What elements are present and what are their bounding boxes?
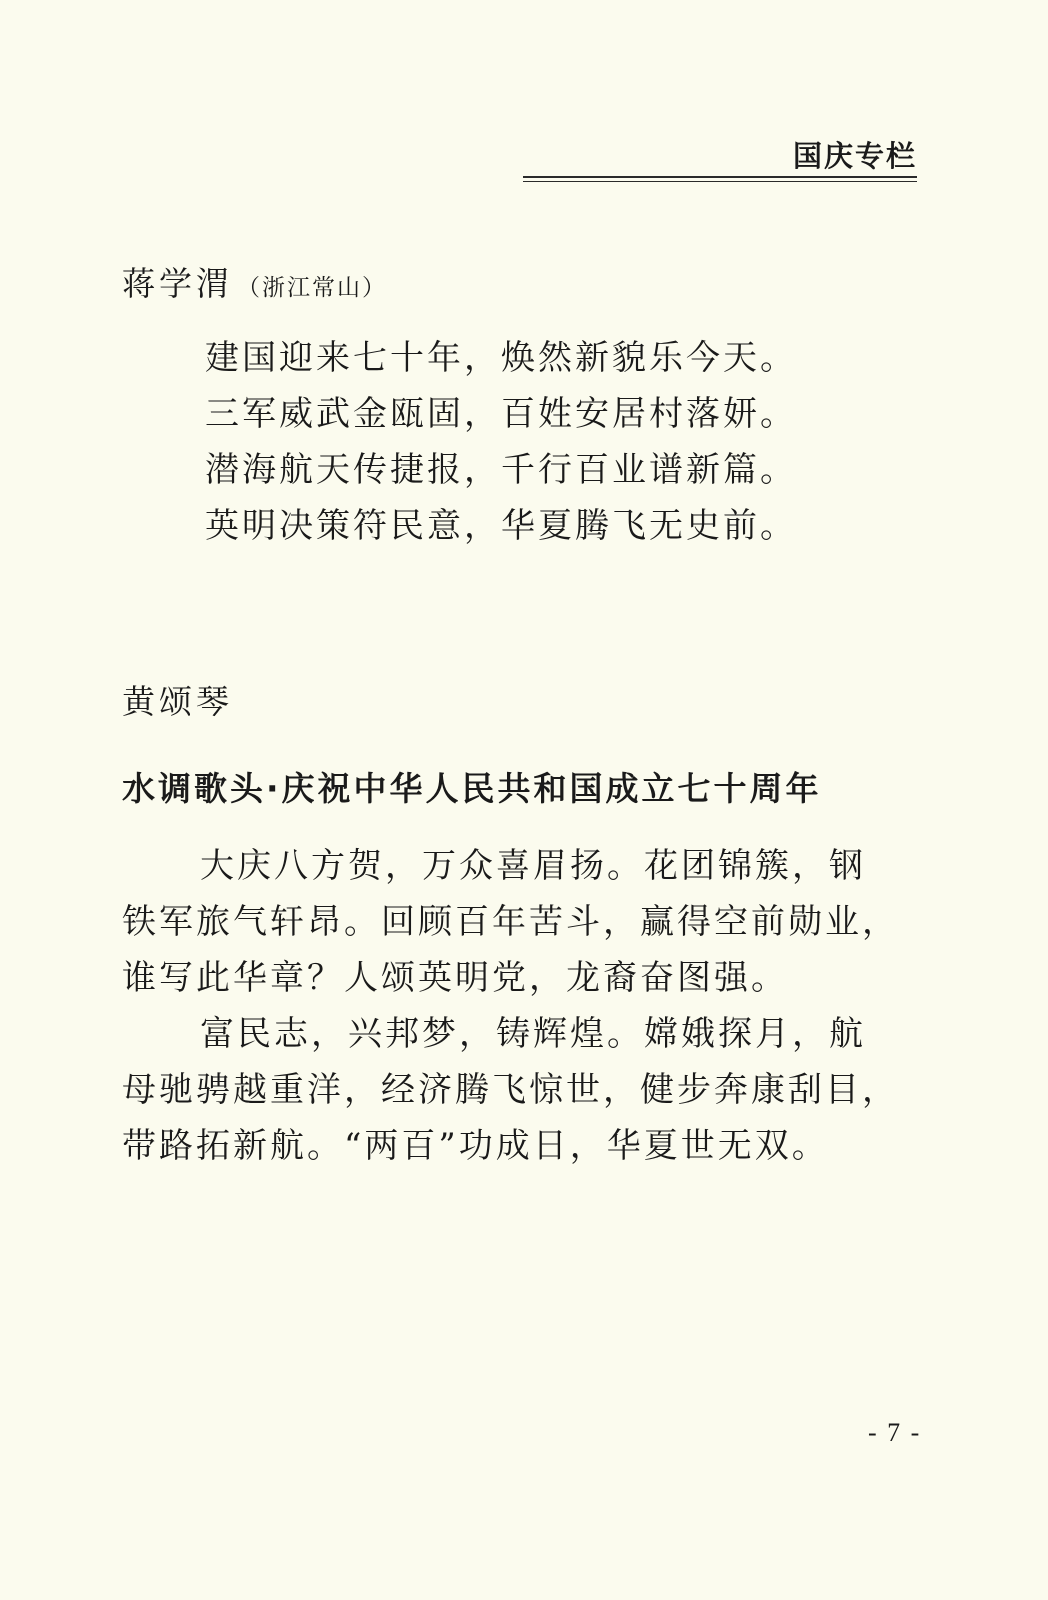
section-title: 国庆专栏 [792, 139, 917, 173]
section-header [523, 138, 917, 186]
poem1-line: 英明决策符民意，华夏腾飞无史前。 [205, 506, 797, 546]
poem1-body [205, 330, 925, 554]
poem1-line: 三军威武金瓯固，百姓安居村落妍。 [205, 394, 797, 434]
poem2-author: 黄颂琴 [122, 682, 233, 721]
poem2-line: 大庆八方贺，万众喜眉扬。花团锦簇，钢 [200, 846, 866, 886]
poem1-line: 建国迎来七十年，焕然新貌乐今天。 [205, 338, 797, 378]
header-rule-thick [523, 176, 917, 178]
poem1-origin: （浙江常山） [237, 275, 387, 301]
poem2-line: 带路拓新航。“两百”功成日，华夏世无双。 [122, 1126, 829, 1166]
poem1-author: 蒋学渭 [122, 264, 233, 303]
poem2-line: 母驰骋越重洋，经济腾飞惊世，健步奔康刮目， [122, 1070, 899, 1110]
poem2-body [122, 838, 912, 1174]
poem1-line: 潜海航天传捷报，千行百业谱新篇。 [205, 450, 797, 490]
poem2-line: 富民志，兴邦梦，铸辉煌。嫦娥探月，航 [200, 1014, 866, 1054]
poem2-line: 铁军旅气轩昂。回顾百年苦斗，赢得空前勋业， [122, 902, 899, 942]
header-rule-thin [523, 181, 917, 182]
poem2-line: 谁写此华章？人颂英明党，龙裔奋图强。 [122, 958, 788, 998]
poem1-author-line [122, 262, 387, 312]
page-number: - 7 - [868, 1418, 922, 1447]
poem2-title: 水调歌头·庆祝中华人民共和国成立七十周年 [122, 769, 822, 808]
